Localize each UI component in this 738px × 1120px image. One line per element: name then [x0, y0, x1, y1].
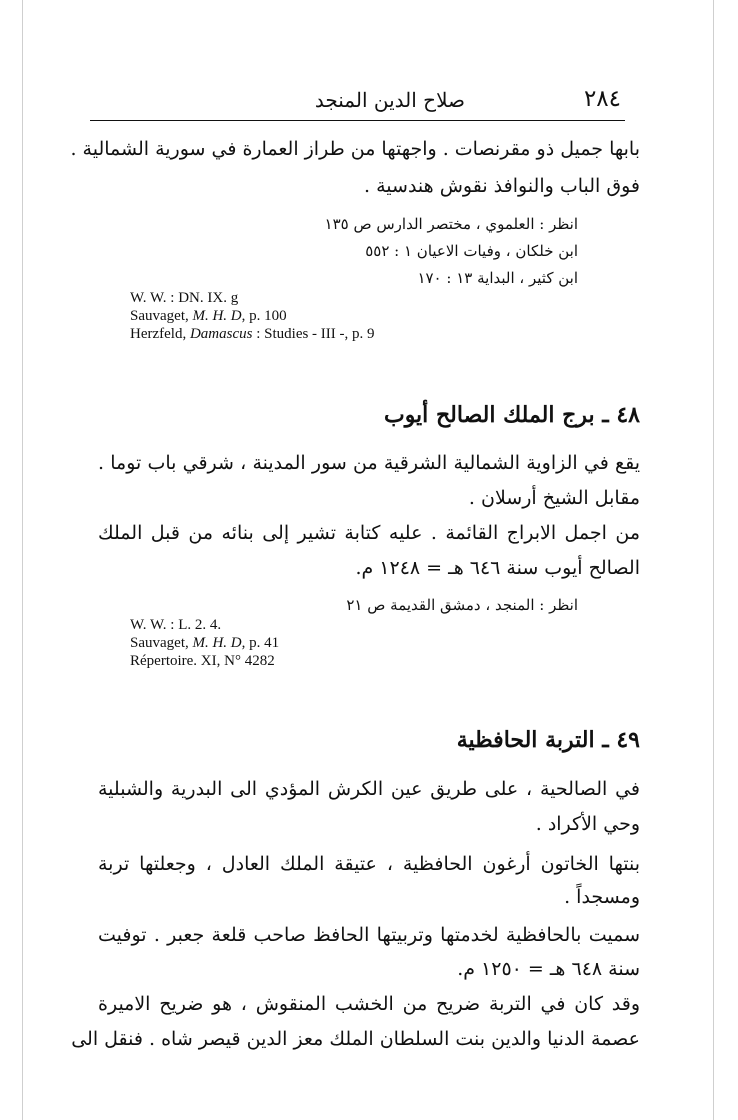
- intro-ref-lat-1: W. W. : DN. IX. g: [130, 290, 239, 306]
- entry-49-line-2: وحي الأكراد .: [535, 813, 640, 835]
- entry-48-ref-lat-2: Sauvaget, M. H. D, p. 41: [130, 635, 280, 651]
- entry-48-line-1: يقع في الزاوية الشمالية الشرقية من سور المدينة ، شرقي باب توما .: [98, 452, 640, 474]
- entry-49-line-7: وقد كان في التربة ضريح من الخشب المنقوش ، هو ضريح الاميرة: [98, 993, 640, 1015]
- entry-48-line-4: الصالح أيوب سنة ٦٤٦ هـ = ١٢٤٨ م.: [355, 557, 640, 579]
- entry-49-line-5: سميت بالحافظية لخدمتها وتربيتها الحافظ صاحب قلعة جعبر . توفيت: [98, 924, 640, 946]
- entry-49-line-8: عصمة الدنيا والدين بنت السلطان الملك معز الدين قيصر شاه . فنقل الى: [71, 1028, 640, 1050]
- intro-line-1: بابها جميل ذو مقرنصات . واجهتها من طراز العمارة في سورية الشمالية .: [70, 138, 640, 160]
- running-title: صلاح الدين المنجد: [314, 88, 465, 112]
- intro-line-2: فوق الباب والنوافذ نقوش هندسية .: [364, 175, 640, 197]
- intro-ref-ar-1: انظر : العلموي ، مختصر الدارس ص ١٣٥: [324, 215, 578, 233]
- entry-48-ref-ar-1: انظر : المنجد ، دمشق القديمة ص ٢١: [346, 596, 578, 614]
- entry-49-line-6: سنة ٦٤٨ هـ = ١٢٥٠ م.: [457, 958, 640, 980]
- page-header: [90, 80, 625, 120]
- intro-ref-lat-3: Herzfeld, Damascus : Studies - III -, p. 9: [130, 326, 375, 342]
- intro-ref-ar-2: ابن خلكان ، وفيات الاعيان ١ : ٥٥٢: [365, 242, 578, 260]
- page-number: ٢٨٤: [583, 86, 621, 112]
- entry-49-line-1: في الصالحية ، على طريق عين الكرش المؤدي الى البدرية والشبلية: [98, 778, 640, 800]
- header-rule: [90, 120, 625, 121]
- entry-48-line-3: من اجمل الابراج القائمة . عليه كتابة تشير إلى بنائه من قبل الملك: [98, 522, 640, 544]
- entry-48-line-2: مقابل الشيخ أرسلان .: [468, 487, 640, 509]
- entry-49-line-4: ومسجداً .: [564, 886, 640, 908]
- entry-49-heading: ٤٩ ـ التربة الحافظية: [456, 727, 640, 753]
- intro-ref-ar-3: ابن كثير ، البداية ١٣ : ١٧٠: [417, 269, 578, 287]
- entry-48-heading: ٤٨ ـ برج الملك الصالح أيوب: [383, 402, 640, 428]
- entry-49-line-3: بنتها الخاتون أرغون الحافظية ، عتيقة الملك العادل ، وجعلتها تربة: [98, 853, 640, 875]
- entry-48-ref-lat-1: W. W. : L. 2. 4.: [130, 617, 222, 633]
- intro-ref-lat-2: Sauvaget, M. H. D, p. 100: [130, 308, 287, 324]
- entry-48-ref-lat-3: Répertoire. XI, N° 4282: [130, 653, 275, 669]
